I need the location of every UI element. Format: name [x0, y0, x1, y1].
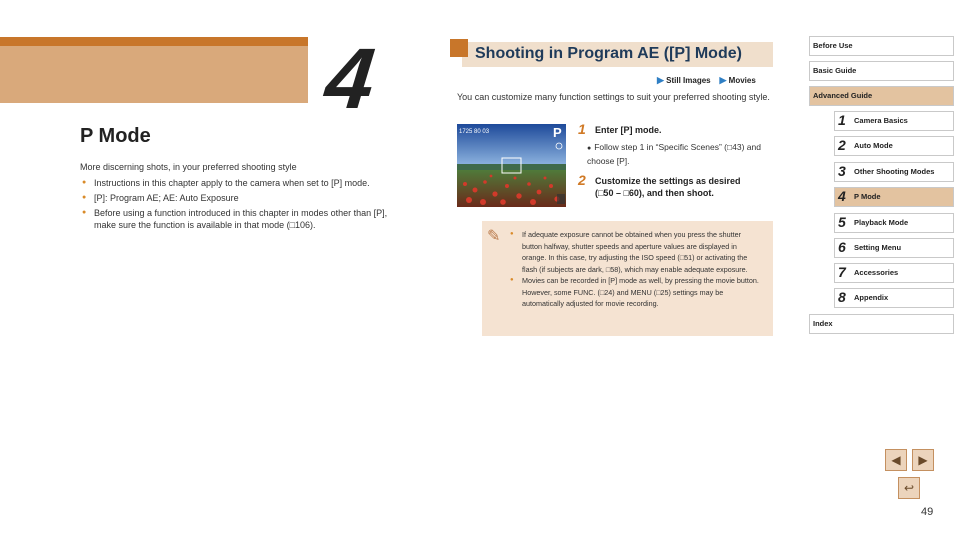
nav-sub-number: 5: [838, 214, 846, 230]
nav-index[interactable]: Index: [809, 314, 954, 334]
nav-sub-label: Setting Menu: [854, 243, 902, 252]
nav-before-use[interactable]: Before Use: [809, 36, 954, 56]
nav-setting-menu[interactable]: [834, 238, 954, 258]
nav-sub-number: 7: [838, 264, 846, 280]
list-item: ● If adequate exposure cannot be obtained when you press the shutter button halfway, shutter speeds and aperture values are displayed in orange. In this case, try adjusting the ISO speed (□51) or activating the flash (if subjects are dark, □58), which may enable adequate exposure.: [510, 229, 760, 275]
nav-playback-mode[interactable]: [834, 213, 954, 233]
nav-appendix[interactable]: [834, 288, 954, 308]
nav-sub-label: P Mode: [854, 192, 881, 201]
step-number: 1: [578, 121, 586, 137]
osd-top-text: 1725 80 03: [459, 129, 490, 135]
list-item: ● Before using a function introduced in this chapter in modes other than [P], make sure the function is available in that mode (□106).: [80, 207, 400, 231]
section-description: You can customize many function settings to suit your preferred shooting style.: [457, 92, 770, 102]
step-title: Enter [P] mode.: [595, 125, 662, 135]
chapter-bullets: [80, 177, 400, 234]
list-item: ● [P]: Program AE; AE: Auto Exposure: [80, 192, 400, 204]
bullet-dot: ●: [587, 145, 592, 152]
nav-sub-number: 6: [838, 239, 846, 255]
section-title: Shooting in Program AE ([P] Mode): [475, 45, 742, 62]
page-number: 49: [921, 506, 934, 518]
nav-sub-number: 4: [838, 188, 846, 204]
step-number: 2: [578, 172, 586, 188]
section-marker: [450, 39, 468, 57]
nav-sub-label: Appendix: [854, 293, 889, 302]
nav-sub-label: Camera Basics: [854, 116, 908, 125]
nav-advanced-guide[interactable]: Advanced Guide: [809, 86, 954, 106]
list-item: ● Movies can be recorded in [P] mode as well, by pressing the movie button. However, some FUNC. (□24) and MENU (□25) settings may be automatically adjusted for movie recording.: [510, 275, 760, 310]
chapter-stripe: [0, 37, 308, 46]
nav-sub-label: Auto Mode: [854, 141, 893, 150]
next-page-button[interactable]: ▶: [912, 449, 934, 471]
nav-sub-number: 2: [838, 137, 846, 153]
step-instruction: [587, 141, 767, 167]
page-title: P Mode: [80, 125, 151, 147]
nav-sub-number: 8: [838, 289, 846, 305]
nav-sub-label: Other Shooting Modes: [854, 167, 935, 176]
chapter-number: 4: [321, 31, 377, 127]
nav-p-mode[interactable]: [834, 187, 954, 207]
nav-other-shooting-modes[interactable]: [834, 162, 954, 182]
triangle-icon: ▶: [657, 75, 664, 85]
nav-auto-mode[interactable]: [834, 136, 954, 156]
step-instruction-text: Follow step 1 in “Specific Scenes” (□43) and choose [P].: [587, 142, 761, 166]
prev-page-button[interactable]: ◀: [885, 449, 907, 471]
nav-camera-basics[interactable]: [834, 111, 954, 131]
camera-screen-image: [457, 124, 566, 207]
nav-sub-number: 1: [838, 112, 846, 128]
nav-sub-label: Accessories: [854, 268, 899, 277]
triangle-icon: ▶: [719, 75, 727, 85]
return-button[interactable]: ↩: [898, 477, 920, 499]
intro-text: More discerning shots, in your preferred shooting style: [80, 162, 297, 172]
still-images-label: Still Images: [666, 76, 711, 85]
nav-accessories[interactable]: [834, 263, 954, 283]
step-title-continued: (□50 – □60), and then shoot.: [595, 188, 714, 198]
mode-indicators: [657, 75, 756, 86]
nav-basic-guide[interactable]: Basic Guide: [809, 61, 954, 81]
pencil-icon: ✎: [487, 228, 501, 245]
nav-sub-number: 3: [838, 163, 846, 179]
step-title: Customize the settings as desired: [595, 176, 741, 186]
osd-mode-letter: P: [553, 125, 562, 140]
list-item: ● Instructions in this chapter apply to the camera when set to [P] mode.: [80, 177, 400, 189]
movies-label: Movies: [728, 76, 756, 85]
chapter-band: [0, 46, 308, 103]
note-list: [510, 229, 760, 310]
nav-sub-label: Playback Mode: [854, 218, 909, 227]
